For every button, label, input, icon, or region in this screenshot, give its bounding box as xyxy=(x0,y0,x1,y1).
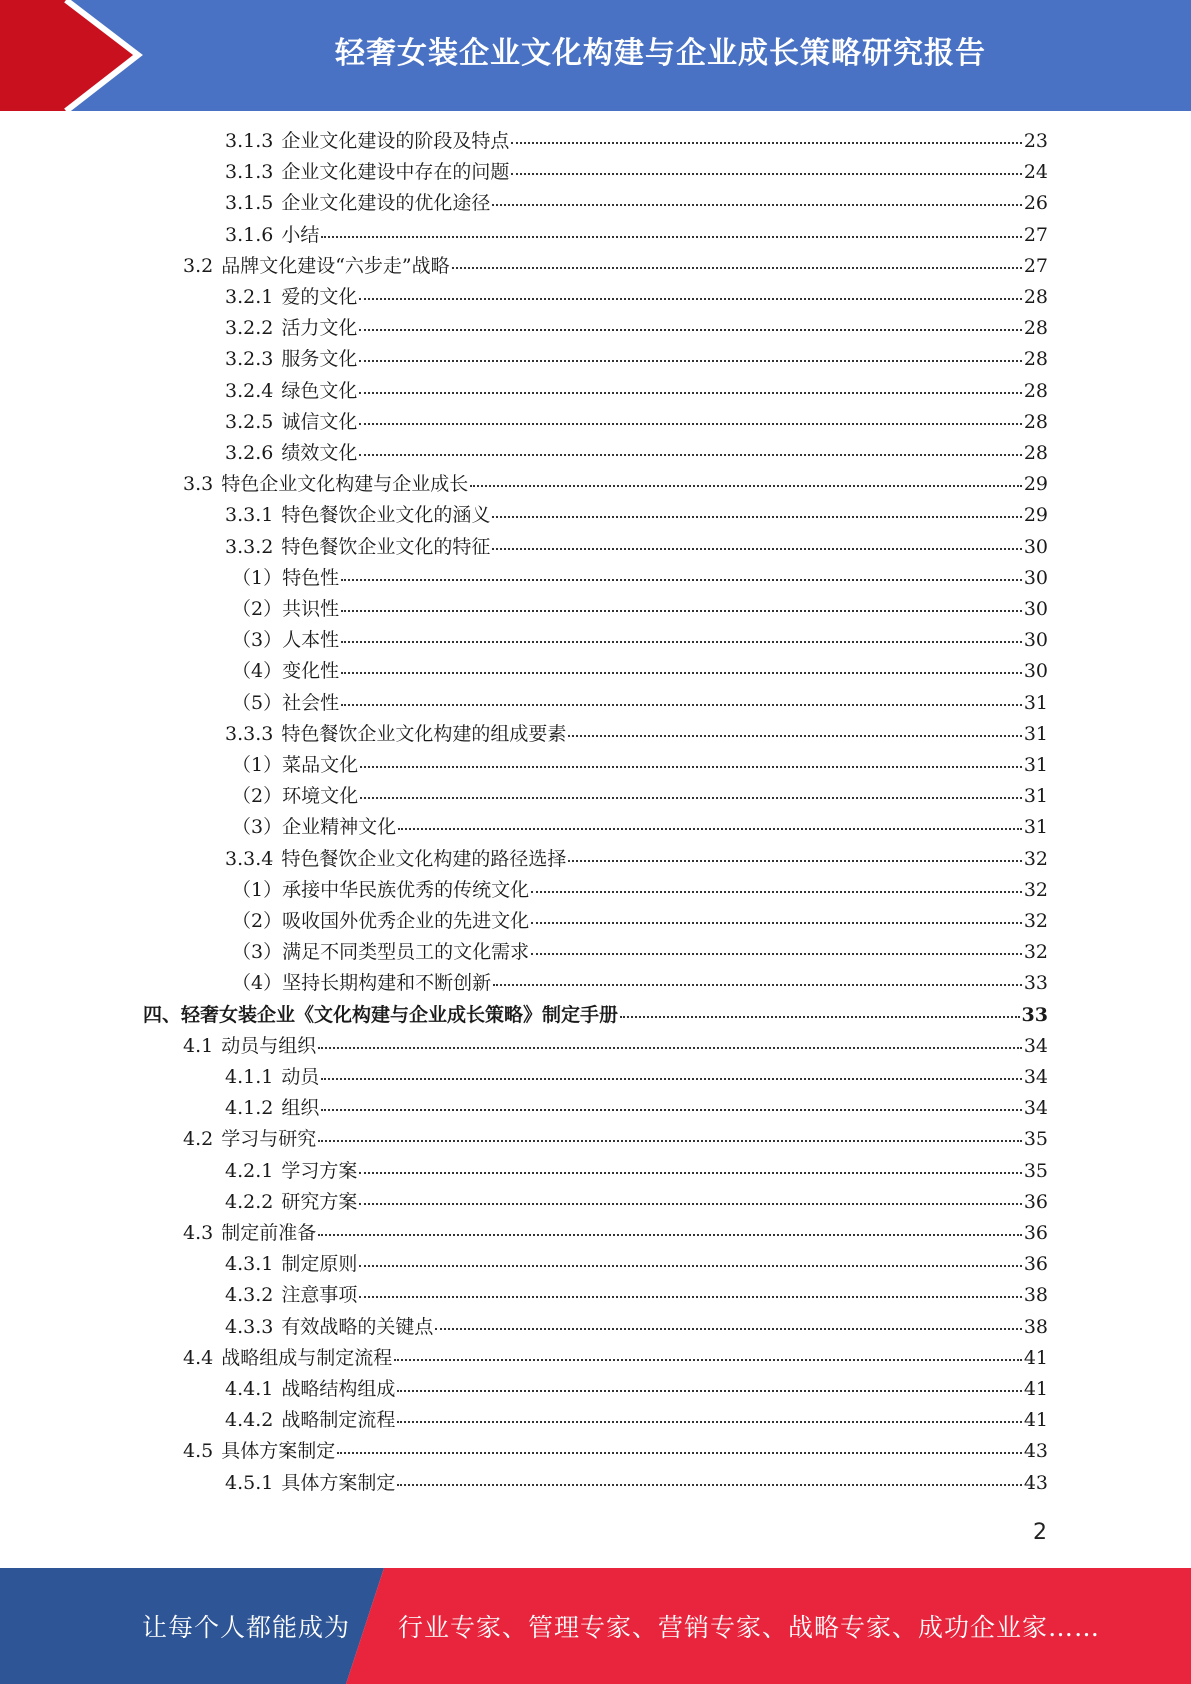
toc-entry-title: 社会性 xyxy=(282,692,340,714)
toc-dot-leader xyxy=(398,827,1022,830)
toc-entry-number: 3.2.2 xyxy=(225,317,274,339)
toc-entry-title: 绿色文化 xyxy=(281,380,358,402)
toc-dot-leader xyxy=(359,297,1021,300)
toc-entry[interactable] xyxy=(232,656,1048,687)
toc-entry-page: 32 xyxy=(1023,910,1048,932)
toc-dot-leader xyxy=(359,1295,1021,1298)
toc-entry-number: 4.4.1 xyxy=(225,1378,274,1400)
toc-entry[interactable] xyxy=(225,719,1048,750)
toc-entry-number: （2） xyxy=(232,910,283,932)
toc-entry-number: （1） xyxy=(232,754,283,776)
toc-entry-page: 36 xyxy=(1023,1253,1048,1275)
toc-entry-page: 41 xyxy=(1023,1347,1048,1369)
toc-dot-leader xyxy=(397,1420,1021,1423)
toc-entry[interactable] xyxy=(225,220,1048,251)
toc-entry-title: 制定原则 xyxy=(281,1253,358,1275)
footer-banner xyxy=(0,1568,1191,1684)
toc-entry-page: 24 xyxy=(1023,161,1048,183)
toc-dot-leader xyxy=(341,640,1022,643)
toc-dot-leader xyxy=(337,1451,1022,1454)
toc-entry[interactable] xyxy=(225,157,1048,188)
toc-entry-number: 3.2.5 xyxy=(225,411,274,433)
toc-dot-leader xyxy=(359,1264,1021,1267)
toc-entry-page: 31 xyxy=(1023,692,1048,714)
toc-entry-page: 34 xyxy=(1023,1097,1048,1119)
toc-entry-title: 特色餐饮企业文化的特征 xyxy=(281,536,491,558)
toc-entry-number: 4.1.2 xyxy=(225,1097,274,1119)
toc-entry-number: 4.5 xyxy=(183,1440,214,1462)
toc-entry-title: 诚信文化 xyxy=(281,411,358,433)
toc-entry-title: 特色餐饮企业文化的涵义 xyxy=(281,504,491,526)
toc-entry-number: 4.2.2 xyxy=(225,1191,274,1213)
toc-entry-page: 34 xyxy=(1023,1035,1048,1057)
toc-entry-title: 组织 xyxy=(281,1097,320,1119)
toc-dot-leader xyxy=(359,328,1021,331)
footer-slogan-right: 行业专家、管理专家、营销专家、战略专家、成功企业家…… xyxy=(398,1613,1101,1642)
toc-entry-number: 4.1 xyxy=(183,1035,214,1057)
toc-entry-page: 43 xyxy=(1023,1440,1048,1462)
toc-dot-leader xyxy=(531,921,1022,924)
toc-entry-page: 30 xyxy=(1023,660,1048,682)
toc-entry-page: 31 xyxy=(1023,785,1048,807)
toc-entry-page: 27 xyxy=(1023,224,1048,246)
toc-entry-title: 动员 xyxy=(281,1066,320,1088)
toc-entry[interactable] xyxy=(232,781,1048,812)
footer-slogan-left: 让每个人都能成为 xyxy=(142,1613,351,1642)
toc-entry-title: 活力文化 xyxy=(281,317,358,339)
toc-entry-title: 战略制定流程 xyxy=(281,1409,396,1431)
header-bar xyxy=(0,0,1191,111)
toc-entry[interactable] xyxy=(225,1093,1048,1124)
toc-dot-leader xyxy=(321,1077,1021,1080)
toc-dot-leader xyxy=(321,1108,1021,1111)
toc-dot-leader xyxy=(341,703,1022,706)
toc-entry-number: 4.2 xyxy=(183,1128,214,1150)
toc-entry-title: 品牌文化建设“六步走”战略 xyxy=(221,255,450,277)
toc-entry-page: 29 xyxy=(1023,473,1048,495)
toc-dot-leader xyxy=(341,671,1022,674)
toc-entry[interactable] xyxy=(225,1249,1048,1280)
toc-entry-number: 3.2.3 xyxy=(225,348,274,370)
toc-entry-title: 特色企业文化构建与企业成长 xyxy=(221,473,469,495)
toc-dot-leader xyxy=(511,172,1021,175)
toc-dot-leader xyxy=(452,266,1022,269)
toc-entry[interactable] xyxy=(225,313,1048,344)
toc-entry[interactable] xyxy=(225,376,1048,407)
toc-dot-leader xyxy=(397,1483,1021,1486)
toc-entry-title: 制定前准备 xyxy=(221,1222,317,1244)
toc-dot-leader xyxy=(318,1139,1022,1142)
toc-entry-page: 28 xyxy=(1023,411,1048,433)
toc-entry-title: 特色餐饮企业文化构建的组成要素 xyxy=(281,723,567,745)
toc-entry[interactable] xyxy=(183,1343,1048,1374)
toc-entry-number: （4） xyxy=(232,660,283,682)
toc-dot-leader xyxy=(620,1015,1020,1018)
toc-dot-leader xyxy=(321,235,1021,238)
toc-entry-title: 满足不同类型员工的文化需求 xyxy=(282,941,530,963)
toc-entry-page: 30 xyxy=(1023,629,1048,651)
toc-entry-page: 35 xyxy=(1023,1128,1048,1150)
toc-entry-title: 具体方案制定 xyxy=(281,1472,396,1494)
toc-entry-number: 3.1.3 xyxy=(225,130,274,152)
toc-entry-page: 35 xyxy=(1023,1160,1048,1182)
toc-dot-leader xyxy=(341,609,1022,612)
toc-entry-number: 4.1.1 xyxy=(225,1066,274,1088)
toc-dot-leader xyxy=(568,734,1021,737)
toc-entry-page: 28 xyxy=(1023,380,1048,402)
chevron-decoration-icon xyxy=(0,0,160,111)
toc-entry[interactable] xyxy=(225,1062,1048,1093)
toc-entry-number: 3.3.2 xyxy=(225,536,274,558)
toc-entry-number: 3.3.3 xyxy=(225,723,274,745)
toc-entry-number: 四、 xyxy=(143,1004,182,1026)
toc-entry-number: （3） xyxy=(232,941,283,963)
toc-entry-number: （1） xyxy=(232,879,283,901)
toc-dot-leader xyxy=(359,1202,1021,1205)
toc-entry[interactable] xyxy=(225,344,1048,375)
toc-entry[interactable] xyxy=(232,906,1048,937)
toc-entry-number: 4.4.2 xyxy=(225,1409,274,1431)
toc-entry-page: 23 xyxy=(1023,130,1048,152)
toc-entry-page: 41 xyxy=(1023,1409,1048,1431)
toc-entry-title: 企业文化建设中存在的问题 xyxy=(281,161,510,183)
toc-entry[interactable] xyxy=(225,844,1048,875)
toc-entry-number: 3.2.1 xyxy=(225,286,274,308)
toc-entry-title: 企业文化建设的阶段及特点 xyxy=(281,130,510,152)
toc-entry-title: 小结 xyxy=(281,224,320,246)
toc-entry-title: 学习方案 xyxy=(281,1160,358,1182)
toc-entry-page: 36 xyxy=(1023,1222,1048,1244)
toc-entry[interactable] xyxy=(183,1124,1048,1155)
toc-dot-leader xyxy=(318,1233,1022,1236)
toc-entry-title: 企业精神文化 xyxy=(282,816,397,838)
toc-entry-title: 爱的文化 xyxy=(281,286,358,308)
toc-entry[interactable] xyxy=(232,594,1048,625)
toc-entry-page: 38 xyxy=(1023,1284,1048,1306)
toc-entry-number: 3.3.4 xyxy=(225,848,274,870)
toc-entry-page: 28 xyxy=(1023,348,1048,370)
toc-dot-leader xyxy=(318,1046,1022,1049)
toc-entry[interactable] xyxy=(225,532,1048,563)
toc-dot-leader xyxy=(359,422,1021,425)
toc-entry-page: 36 xyxy=(1023,1191,1048,1213)
toc-entry[interactable] xyxy=(225,126,1048,157)
toc-entry-number: （2） xyxy=(232,785,283,807)
toc-entry-page: 30 xyxy=(1023,536,1048,558)
toc-entry-number: 3.3 xyxy=(183,473,214,495)
toc-entry-number: 3.1.3 xyxy=(225,161,274,183)
toc-entry-title: 特色餐饮企业文化构建的路径选择 xyxy=(281,848,567,870)
toc-entry-title: 学习与研究 xyxy=(221,1128,317,1150)
toc-entry-number: 3.2.4 xyxy=(225,380,274,402)
toc-entry[interactable] xyxy=(232,875,1048,906)
toc-dot-leader xyxy=(531,952,1022,955)
toc-entry[interactable] xyxy=(225,282,1048,313)
toc-entry[interactable] xyxy=(232,750,1048,781)
toc-entry-page: 32 xyxy=(1023,848,1048,870)
toc-entry-number: 3.3.1 xyxy=(225,504,274,526)
toc-entry-page: 29 xyxy=(1023,504,1048,526)
toc-entry-page: 43 xyxy=(1023,1472,1048,1494)
toc-dot-leader xyxy=(493,983,1022,986)
toc-entry-number: 3.2 xyxy=(183,255,214,277)
toc-entry[interactable] xyxy=(183,469,1048,500)
toc-entry-page: 26 xyxy=(1023,192,1048,214)
toc-entry[interactable] xyxy=(232,625,1048,656)
toc-entry[interactable] xyxy=(183,251,1048,282)
toc-entry-number: （1） xyxy=(232,567,283,589)
toc-entry-number: 4.4 xyxy=(183,1347,214,1369)
toc-entry-page: 32 xyxy=(1023,941,1048,963)
toc-entry[interactable] xyxy=(225,1280,1048,1311)
toc-entry-title: 战略结构组成 xyxy=(281,1378,396,1400)
toc-entry[interactable] xyxy=(143,1000,1048,1031)
toc-entry[interactable] xyxy=(232,812,1048,843)
toc-entry-title: 注意事项 xyxy=(281,1284,358,1306)
toc-entry-page: 28 xyxy=(1023,286,1048,308)
toc-entry-page: 38 xyxy=(1023,1316,1048,1338)
toc-dot-leader xyxy=(397,1389,1021,1392)
toc-entry-title: 菜品文化 xyxy=(282,754,359,776)
toc-entry-page: 33 xyxy=(1021,1004,1048,1026)
toc-entry-page: 32 xyxy=(1023,879,1048,901)
toc-entry-title: 有效战略的关键点 xyxy=(281,1316,434,1338)
toc-entry-title: 吸收国外优秀企业的先进文化 xyxy=(282,910,530,932)
toc-entry-page: 34 xyxy=(1023,1066,1048,1088)
toc-entry-number: （2） xyxy=(232,598,283,620)
toc-entry-title: 战略组成与制定流程 xyxy=(221,1347,393,1369)
toc-entry[interactable] xyxy=(225,1312,1048,1343)
toc-entry-title: 绩效文化 xyxy=(281,442,358,464)
toc-entry[interactable] xyxy=(225,1374,1048,1405)
toc-dot-leader xyxy=(359,391,1021,394)
toc-entry-title: 服务文化 xyxy=(281,348,358,370)
toc-dot-leader xyxy=(492,515,1021,518)
toc-dot-leader xyxy=(435,1327,1021,1330)
toc-entry-title: 环境文化 xyxy=(282,785,359,807)
toc-entry-title: 轻奢女装企业《文化构建与企业成长策略》制定手册 xyxy=(181,1004,619,1026)
toc-entry-page: 31 xyxy=(1023,754,1048,776)
toc-entry-number: 4.3.3 xyxy=(225,1316,274,1338)
toc-entry-title: 变化性 xyxy=(282,660,340,682)
toc-entry[interactable] xyxy=(225,1187,1048,1218)
toc-entry-number: （4） xyxy=(232,972,283,994)
toc-entry-number: 4.5.1 xyxy=(225,1472,274,1494)
toc-entry[interactable] xyxy=(225,500,1048,531)
toc-entry[interactable] xyxy=(225,1156,1048,1187)
toc-entry-title: 承接中华民族优秀的传统文化 xyxy=(282,879,530,901)
toc-entry-number: （3） xyxy=(232,816,283,838)
toc-entry-title: 企业文化建设的优化途径 xyxy=(281,192,491,214)
toc-entry-title: 坚持长期构建和不断创新 xyxy=(282,972,492,994)
toc-dot-leader xyxy=(531,890,1022,893)
toc-dot-leader xyxy=(568,859,1021,862)
toc-entry-page: 33 xyxy=(1023,972,1048,994)
toc-entry[interactable] xyxy=(183,1218,1048,1249)
toc-entry-title: 具体方案制定 xyxy=(221,1440,336,1462)
toc-entry-page: 28 xyxy=(1023,442,1048,464)
toc-entry-number: 4.2.1 xyxy=(225,1160,274,1182)
toc-entry[interactable] xyxy=(225,438,1048,469)
toc-entry[interactable] xyxy=(225,188,1048,219)
toc-entry-number: （5） xyxy=(232,692,283,714)
toc-entry-page: 27 xyxy=(1023,255,1048,277)
toc-dot-leader xyxy=(470,484,1022,487)
toc-entry-title: 人本性 xyxy=(282,629,340,651)
toc-dot-leader xyxy=(360,765,1022,768)
toc-entry[interactable] xyxy=(225,1468,1048,1499)
toc-entry-title: 特色性 xyxy=(282,567,340,589)
toc-entry-title: 研究方案 xyxy=(281,1191,358,1213)
toc-entry-title: 动员与组织 xyxy=(221,1035,317,1057)
toc-entry-number: 4.3.2 xyxy=(225,1284,274,1306)
toc-entry-page: 31 xyxy=(1023,816,1048,838)
toc-dot-leader xyxy=(359,453,1021,456)
toc-entry-number: 3.1.6 xyxy=(225,224,274,246)
toc-dot-leader xyxy=(359,1171,1021,1174)
toc-dot-leader xyxy=(359,359,1021,362)
toc-entry-page: 30 xyxy=(1023,598,1048,620)
toc-entry[interactable] xyxy=(232,688,1048,719)
toc-entry-number: 4.3.1 xyxy=(225,1253,274,1275)
toc-dot-leader xyxy=(492,547,1021,550)
toc-entry-number: 3.2.6 xyxy=(225,442,274,464)
toc-entry[interactable] xyxy=(225,407,1048,438)
toc-entry[interactable] xyxy=(232,563,1048,594)
toc-dot-leader xyxy=(394,1358,1022,1361)
toc-entry[interactable] xyxy=(225,1405,1048,1436)
toc-entry-number: 3.1.5 xyxy=(225,192,274,214)
toc-entry-page: 30 xyxy=(1023,567,1048,589)
toc-dot-leader xyxy=(511,141,1021,144)
toc-dot-leader xyxy=(360,796,1022,799)
toc-entry[interactable] xyxy=(183,1436,1048,1467)
toc-entry[interactable] xyxy=(183,1031,1048,1062)
toc-dot-leader xyxy=(492,203,1021,206)
toc-entry-number: （3） xyxy=(232,629,283,651)
toc-entry-title: 共识性 xyxy=(282,598,340,620)
document-title: 轻奢女装企业文化构建与企业成长策略研究报告 xyxy=(335,36,986,71)
toc-entry-page: 28 xyxy=(1023,317,1048,339)
page-number: 2 xyxy=(1033,1520,1047,1545)
toc-entry[interactable] xyxy=(232,968,1048,999)
toc-entry-page: 41 xyxy=(1023,1378,1048,1400)
toc-entry[interactable] xyxy=(232,937,1048,968)
toc-dot-leader xyxy=(341,578,1022,581)
toc-entry-number: 4.3 xyxy=(183,1222,214,1244)
toc-entry-page: 31 xyxy=(1023,723,1048,745)
